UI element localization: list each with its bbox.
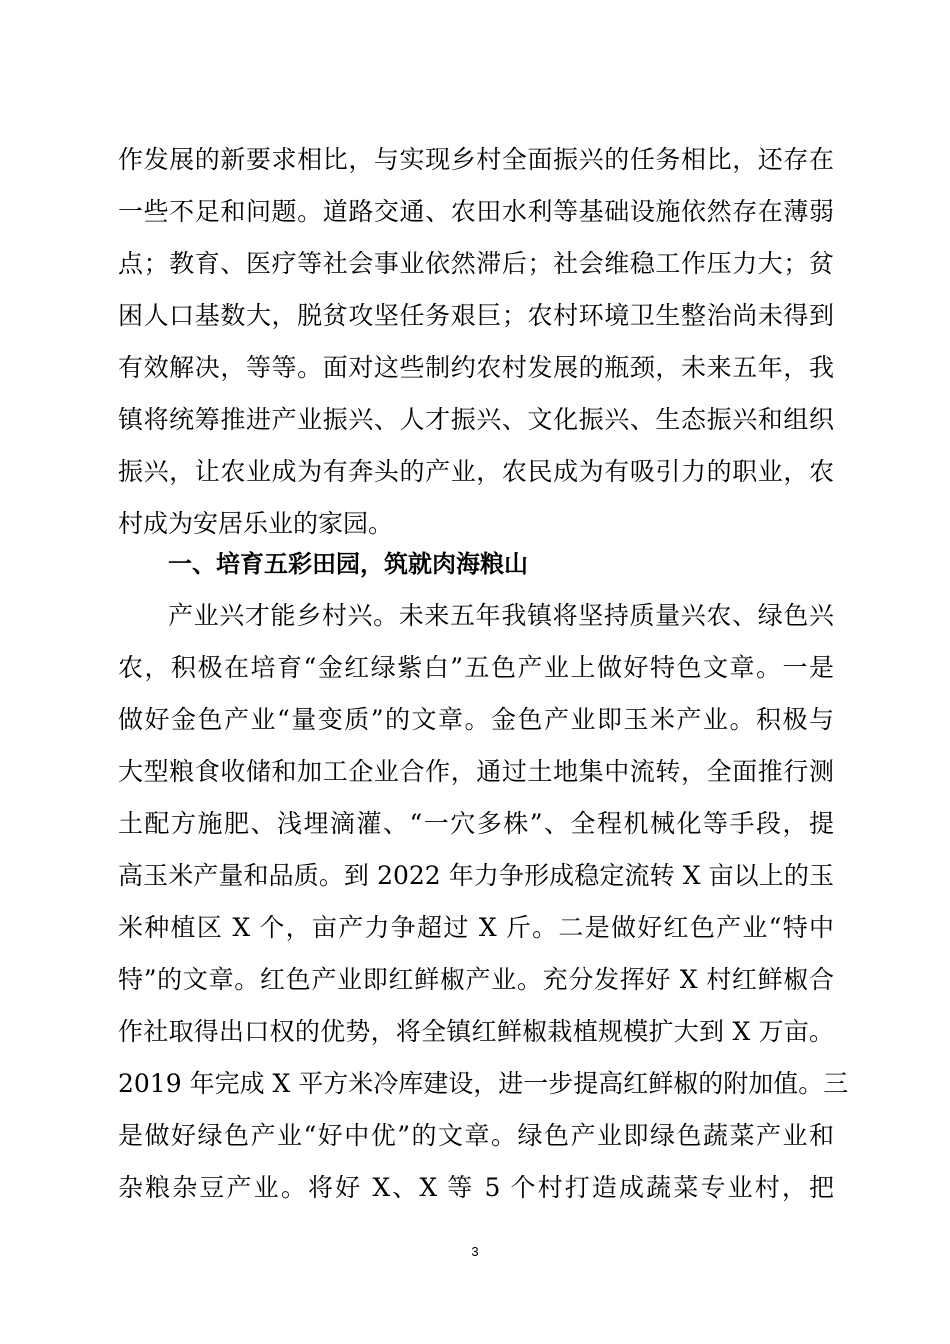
paragraph-line: 镇将统筹推进产业振兴、人才振兴、文化振兴、生态振兴和组织: [118, 405, 834, 434]
paragraph-line: 米种植区 X 个，亩产力争超过 X 斤。二是做好红色产业“特中: [118, 913, 834, 942]
paragraph-line: 点；教育、医疗等社会事业依然滞后；社会维稳工作压力大；贫: [118, 249, 834, 278]
paragraph-line: 大型粮食收储和加工企业合作，通过土地集中流转，全面推行测: [118, 757, 834, 786]
paragraph-line: 村成为安居乐业的家园。: [118, 509, 394, 538]
paragraph-line: 2019 年完成 X 平方米冷库建设，进一步提高红鲜椒的附加值。三: [118, 1069, 849, 1098]
paragraph-line: 有效解决，等等。面对这些制约农村发展的瓶颈，未来五年，我: [118, 353, 834, 382]
paragraph-line: 振兴，让农业成为有奔头的产业，农民成为有吸引力的职业，农: [118, 457, 834, 486]
paragraph-line: 是做好绿色产业“好中优”的文章。绿色产业即绿色蔬菜产业和: [118, 1121, 834, 1150]
paragraph-line: 杂粮杂豆产业。将好 X、X 等 5 个村打造成蔬菜专业村，把: [118, 1173, 834, 1202]
paragraph-line: 困人口基数大，脱贫攻坚任务艰巨；农村环境卫生整治尚未得到: [118, 301, 834, 330]
paragraph-line: 一些不足和问题。道路交通、农田水利等基础设施依然存在薄弱: [118, 197, 834, 226]
paragraph-line: 作发展的新要求相比，与实现乡村全面振兴的任务相比，还存在: [118, 145, 834, 174]
section-heading: 一、培育五彩田园，筑就肉海粮山: [168, 550, 528, 578]
paragraph-line: 农，积极在培育“金红绿紫白”五色产业上做好特色文章。一是: [118, 653, 834, 682]
paragraph-line: 土配方施肥、浅埋滴灌、“一穴多株”、全程机械化等手段，提: [118, 809, 834, 838]
paragraph-line: 产业兴才能乡村兴。未来五年我镇将坚持质量兴农、绿色兴: [168, 601, 834, 630]
paragraph-line: 作社取得出口权的优势，将全镇红鲜椒栽植规模扩大到 X 万亩。: [118, 1017, 834, 1046]
page-number: 3: [471, 1244, 479, 1259]
paragraph-line: 特”的文章。红色产业即红鲜椒产业。充分发挥好 X 村红鲜椒合: [118, 965, 834, 994]
paragraph-line: 高玉米产量和品质。到 2022 年力争形成稳定流转 X 亩以上的玉: [118, 861, 834, 890]
paragraph-line: 做好金色产业“量变质”的文章。金色产业即玉米产业。积极与: [118, 705, 834, 734]
